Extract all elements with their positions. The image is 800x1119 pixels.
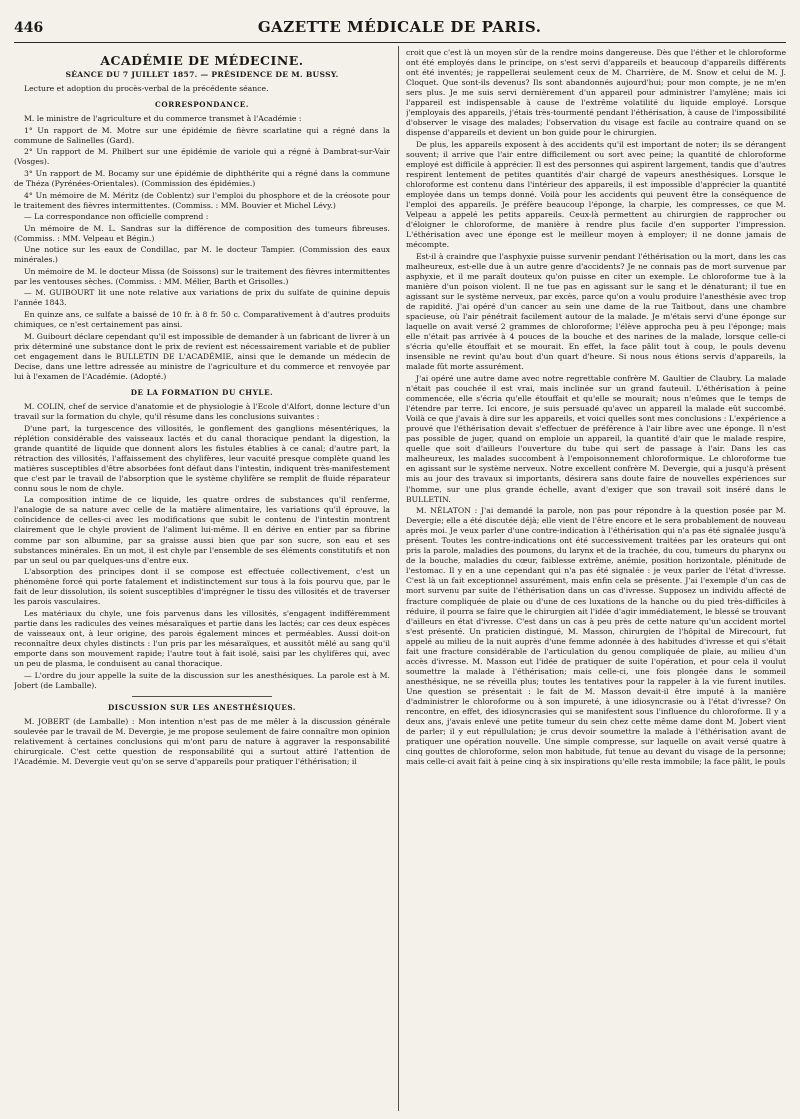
paragraph-sandras: Un mémoire de M. L. Sandras sur la différence de composition des tumeurs fibreuses. (Commiss. : MM. Velpeau et Bégin.) <box>14 223 390 243</box>
list-item-4: 4° Un mémoire de M. Méritz (de Coblentz) sur l'emploi du phosphore et de la créosote pour le traitement des fièvres intermittentes. (Commiss. : MM. Bouvier et Michel Lévy.) <box>14 190 390 210</box>
paragraph-guibourt-2: En quinze ans, ce sulfate a baissé de 10 fr. à 8 fr. 50 c. Comparativement à d'autres produits chimiques, ce n'est certainement pas ainsi. <box>14 310 390 330</box>
subhead-correspondance: CORRESPONDANCE. <box>155 100 249 110</box>
paragraph-right-1: croit que c'est là un moyen sûr de la rendre moins dangereuse. Dès que l'éther et le chloroforme ont été employés dans le principe, on s'est servi d'appareils et beaucoup d'appareils différents ont été inventés; je rappellerai seulement ceux de M. Charrière, de M. Snow et celui de M. J. Cloquet. Que sont-ils devenus? Ils sont abandonnés aujourd'hui; pour mon compte, je ne m'en sers plus. Je me suis servi dernièrement d'un appareil pour administrer l'amylène; mais ici l'appareil est indispensable à cause de l'extrême volatilité du liquide employé. Lorsque j'employais des appareils, j'étais très-tourmenté pendant l'éthérisation, à cause de l'impossibilité d'observer le visage des malades; l'observation du visage est facile au contraire quand on se dispense d'appareils et devient un bon guide pour le chirurgien. <box>406 48 786 138</box>
paragraph-lecture: Lecture et adoption du procès-verbal de la précédente séance. <box>24 84 269 94</box>
paragraph-colin-5: Les matériaux du chyle, une fois parvenus dans les villosités, s'engagent indifféremment partie dans les radicules des veines mésaraïques et partie dans les lactés; car ces deux espèces de vaisseaux ont, à leur origine, des parois également minces et perméables. Aussi doit-on reconnaître deux chyles distincts : l'un pris par les mésaraïques, et aussitôt mêlé au sang qu'il emporte dans son mouvement rapide; l'autre tout à fait isolé, saisi par les chylifères qui, avec un peu de plasma, le conduisent au canal thoracique. <box>14 608 390 669</box>
paragraph-guibourt-1: — M. GUIBOURT lit une note relative aux variations de prix du sulfate de quinine depuis l'année 1843. <box>14 288 390 308</box>
paragraph-ministre: M. le ministre de l'agriculture et du commerce transmet à l'Académie : <box>24 114 302 124</box>
running-title: GAZETTE MÉDICALE DE PARIS. <box>257 18 542 36</box>
page-number: 446 <box>14 20 44 36</box>
left-column <box>14 48 390 1112</box>
paragraph-condillac: Une notice sur les eaux de Condillac, par M. le docteur Tampier. (Commission des eaux minérales.) <box>14 245 390 265</box>
seance-line: SÉANCE DU 7 JUILLET 1857. — PRÉSIDENCE DE M. BUSSY. <box>65 70 339 80</box>
paragraph-right-5: M. NÉLATON : J'ai demandé la parole, non pas pour répondre à la question posée par M. Devergie; elle a été discutée déjà; elle vient de l'être encore et le sera probablement de nouveau après moi. Je veux parler d'une contre-indication à l'éthérisation qui n'a pas été signalée jusqu'à présent. Toutes les contre-indications ont été successivement traitées par les orateurs qui ont pris la parole, maladies des poumons, du larynx et de la trachée, du cou, tumeurs du pharynx ou de la bouche, maladies du cœur, faiblesse extrême, anémie, position horizontale, plénitude de l'estomac. Il y en a une cependant qui n'a pas été signalée : je veux parler de l'état d'ivresse. C'est là un fait exceptionnel assurément, mais enfin cela se présente. J'ai l'exemple d'un cas de mort survenu par suite de l'éthérisation dans un cas d'ivresse. Supposez un individu affecté de fracture compliquée de plaie ou d'une de ces luxations de la hanche ou du pied très-difficiles à réduire, il pourra se faire que le chirurgien ait l'idée d'agir immédiatement, le blessé se trouvant d'ailleurs en état d'ivresse. C'est dans un cas à peu près de cette nature qu'un accident mortel s'est présenté. Un praticien distingué, M. Masson, chirurgien de l'hôpital de Mirecourt, fut appelé au milieu de la nuit auprès d'une femme adonnée à des habitudes d'ivresse et qui s'était fait une fracture considérable de l'articulation du genou compliquée de plaie, au milieu d'un accès d'ivresse. M. Masson eut l'idée de pratiquer de suite l'opération, et pour cela il voulut soumettre la malade à l'éthérisation; mais celle-ci, une fois plongée dans le sommeil anesthésique, ne se réveilla plus; toutes les tentatives pour la rappeler à la vie furent inutiles. Une question se présentait : le fait de M. Masson devait-il être imputé à la manière d'administrer le chloroforme ou à son impureté, à une idiosyncrasie ou à l'état d'ivresse? On rencontre, en effet, des idiosyncrasies qui se manifestent sous l'influence du chloroforme. Il y a deux ans, j'avais enlevé une petite tumeur du sein chez cette même dame dont M. Jobert vient de parler; il y eut répullulation; je crus devoir soumettre la malade à l'éthérisation avant de pratiquer une opération nouvelle. Une simple compresse, sur laquelle on avait versé quatre à cinq gouttes de chloroforme, selon mon habitude, fut tenue au devant du visage de la personne; mais celle-ci avait fait à peine cinq à six inspirations qu'elle resta immobile; la face pâlit, le pouls <box>406 506 786 767</box>
paragraph-colin-4: L'absorption des principes dont il se compose est effectuée collectivement, c'est un phénomène forcé qui porte fatalement et indistinctement sur tous à la fois pourvu que, par le fait de leur dissolution, ils soient susceptibles d'imprégner le tissu des villosités et de traverser les parois vasculaires. <box>14 567 390 607</box>
paragraph-colin-1: M. COLIN, chef de service d'anatomie et de physiologie à l'Ecole d'Alfort, donne lecture d'un travail sur la formation du chyle, qu'il résume dans les conclusions suivantes : <box>14 401 390 421</box>
paragraph-colin-3: La composition intime de ce liquide, les quatre ordres de substances qu'il renferme, l'analogie de sa nature avec celle de la matière alimentaire, les variations qu'il éprouve, la coïncidence de celles-ci avec les modifications que subit le contenu de l'intestin montrent clairement que le chyle provient de l'aliment lui-même. Il en dérive en entier par sa fibrine comme par son albumine, par sa graisse aussi bien que par son sucre, son eau et ses substances minérales. En un mot, il est chyle par l'ensemble de ses éléments constitutifs et non par un seul ou par quelques-uns d'entre eux. <box>14 495 390 565</box>
column-divider <box>398 46 399 1111</box>
paragraph-guibourt-3: M. Guibourt déclare cependant qu'il est impossible de demander à un fabricant de livrer à un prix déterminé une substance dont le prix de revient est nécessairement variable et de publier cet engagement dans le BULLETIN DE L'ACADÉMIE, ainsi que le demande un médecin de Decise, dans une lettre adressée au ministre de l'agriculture et du commerce et renvoyée par lui à l'examen de l'Académie. (Adopté.) <box>14 331 390 381</box>
list-item-3: 3° Un rapport de M. Bocamy sur une épidémie de diphthérite qui a régné dans la commune de Théza (Pyrénées-Orientales). (Commission des épidémies.) <box>14 168 390 188</box>
paragraph-right-2: De plus, les appareils exposent à des accidents qu'il est important de noter; ils se dérangent souvent; il arrive que l'air entre difficilement ou sort avec peine; la quantité de chloroforme employé est difficile à apprécier. Il est des personnes qui aspirent largement, tandis que d'autres respirent lentement de petites quantités d'air chargé de vapeurs anesthésiques. Lorsque le chloroforme est contenu dans l'intérieur des appareils, il est impossible d'apprécier la quantité employée dans un temps donné. Voilà pour les accidents qui peuvent être la conséquence de l'emploi des appareils. Je préfère beaucoup l'éponge, la charpie, les compresses, ce que M. Velpeau a appelé les petits appareils. Ceux-là permettent au chirurgien de rapprocher ou d'éloigner le chloroforme, de manière à rendre plus facile d'en supporter l'impression. L'éthérisation avec une éponge est le meilleur moyen à employer; il ne donne jamais de mécompte. <box>406 139 786 250</box>
paragraph-right-3: Est-il à craindre que l'asphyxie puisse survenir pendant l'éthérisation ou la mort, dans les cas malheureux, est-elle due à un autre genre d'accidents? Je ne connais pas de mort survenue par asphyxie, et il me paraît douteux qu'on puisse en citer un exemple. Le chloroforme tue à la manière d'un poison violent. Il ne tue pas en agissant sur le sang et le dénaturant; il tue en agissant sur le système nerveux, par excès, parce qu'on a voulu produire l'anesthésie avec trop de rapidité. J'ai opéré d'un cancer au sein une dame de la rue Taitbout, dans une chambre spacieuse, où l'air pénétrait facilement autour de la malade. Je m'étais servi d'une éponge sur laquelle on avait versé 2 grammes de chloroforme; l'élève approcha peu à peu l'éponge; mais elle n'était pas arrivée à 4 pouces de la bouche et des narines de la malade, lorsque celle-ci s'écria qu'elle étouffait et se mourait. En effet, la face pâlit tout à coup, le pouls devenu insensible ne revint qu'au bout d'un quart d'heure. Si nous nous étions servis d'appareils, la malade fût morte assurément. <box>406 251 786 372</box>
list-item-2: 2° Un rapport de M. Philbert sur une épidémie de variole qui a régné à Dambrat-sur-Vair (Vosges). <box>14 147 390 167</box>
paragraph-ordre-du-jour: — L'ordre du jour appelle la suite de la discussion sur les anesthésiques. La parole est à M. Jobert (de Lamballe). <box>14 670 390 690</box>
paragraph-jobert: M. JOBERT (de Lamballe) : Mon intention n'est pas de me mêler à la discussion générale soulevée par le travail de M. Devergie, je me propose seulement de faire connaître mon opinion relativement à certaines conclusions qui m'ont paru de nature à aggraver la responsabilité chirurgicale. C'est cette question de responsabilité qui a surtout attiré l'attention de l'Académie. M. Devergie veut qu'on se serve d'appareils pour pratiquer l'éthérisation; il <box>14 716 390 766</box>
page-header <box>14 8 786 43</box>
right-column <box>406 48 786 1112</box>
paragraph-corr-non-officielle: — La correspondance non officielle comprend : <box>24 212 209 222</box>
subhead-chyle: DE LA FORMATION DU CHYLE. <box>130 387 274 397</box>
paragraph-colin-2: D'une part, la turgescence des villosités, le gonflement des ganglions mésentériques, la réplétion considérable des vaisseaux lactés et du canal thoracique pendant la digestion, la grande quantité de liquide que donnent alors les fistules établies à ce canal; d'autre part, la rétraction des villosités, l'affaissement des chylifères, leur vacuité presque complète quand les matières susceptibles d'être absorbées font défaut dans l'intestin, indiquent très-manifestement que c'est par le travail de l'absorption que le système chylifère se remplit de fluide réparateur connu sous le nom de chyle. <box>14 423 390 493</box>
paragraph-right-4: J'ai opéré une autre dame avec notre regrettable confrère M. Gaultier de Claubry. La malade n'était pas couchée il est vrai, mais inclinée sur un grand fauteuil. L'éthérisation à peine commencée, elle s'écria qu'elle étouffait et qu'elle se mourait; nous n'eûmes que le temps de l'étendre par terre. Ici encore, je suis persuadé qu'avec un appareil la malade eût succombé. Voilà ce que j'avais à dire sur les appareils, et voici quelles sont mes conclusions : L'expérience a prouvé que l'éthérisation devait s'effectuer de préférence à l'air libre avec une éponge. Il n'est pas possible de juger, quand on emploie un appareil, la quantité d'air que le malade respire, quelle que soit d'ailleurs l'ouverture du tube qui sert de passage à l'air. Dans les cas malheureux, les malades succombent à l'empoisonnement chloroformique. Le chloroforme tue en agissant sur le système nerveux. Notre excellent confrère M. Devergie, qui a jusqu'à présent mis au jour des travaux si importants, désirera sans doute faire de nouvelles expériences sur l'homme, sur une plus grande échelle, avant d'exiger que son travail soit inséré dans le BULLETIN. <box>406 374 786 504</box>
paragraph-missa: Un mémoire de M. le docteur Missa (de Soissons) sur le traitement des fièvres intermittentes par les ventouses sèches. (Commiss. : MM. Mélier, Barth et Grisolles.) <box>14 266 390 286</box>
list-item-1: 1° Un rapport de M. Motre sur une épidémie de fièvre scarlatine qui a régné dans la commune de Salinelles (Gard). <box>14 125 390 145</box>
section-title: ACADÉMIE DE MÉDECINE. <box>100 53 304 68</box>
subhead-discussion: DISCUSSION SUR LES ANESTHÉSIQUES. <box>107 702 297 712</box>
separator-rule <box>132 696 272 697</box>
